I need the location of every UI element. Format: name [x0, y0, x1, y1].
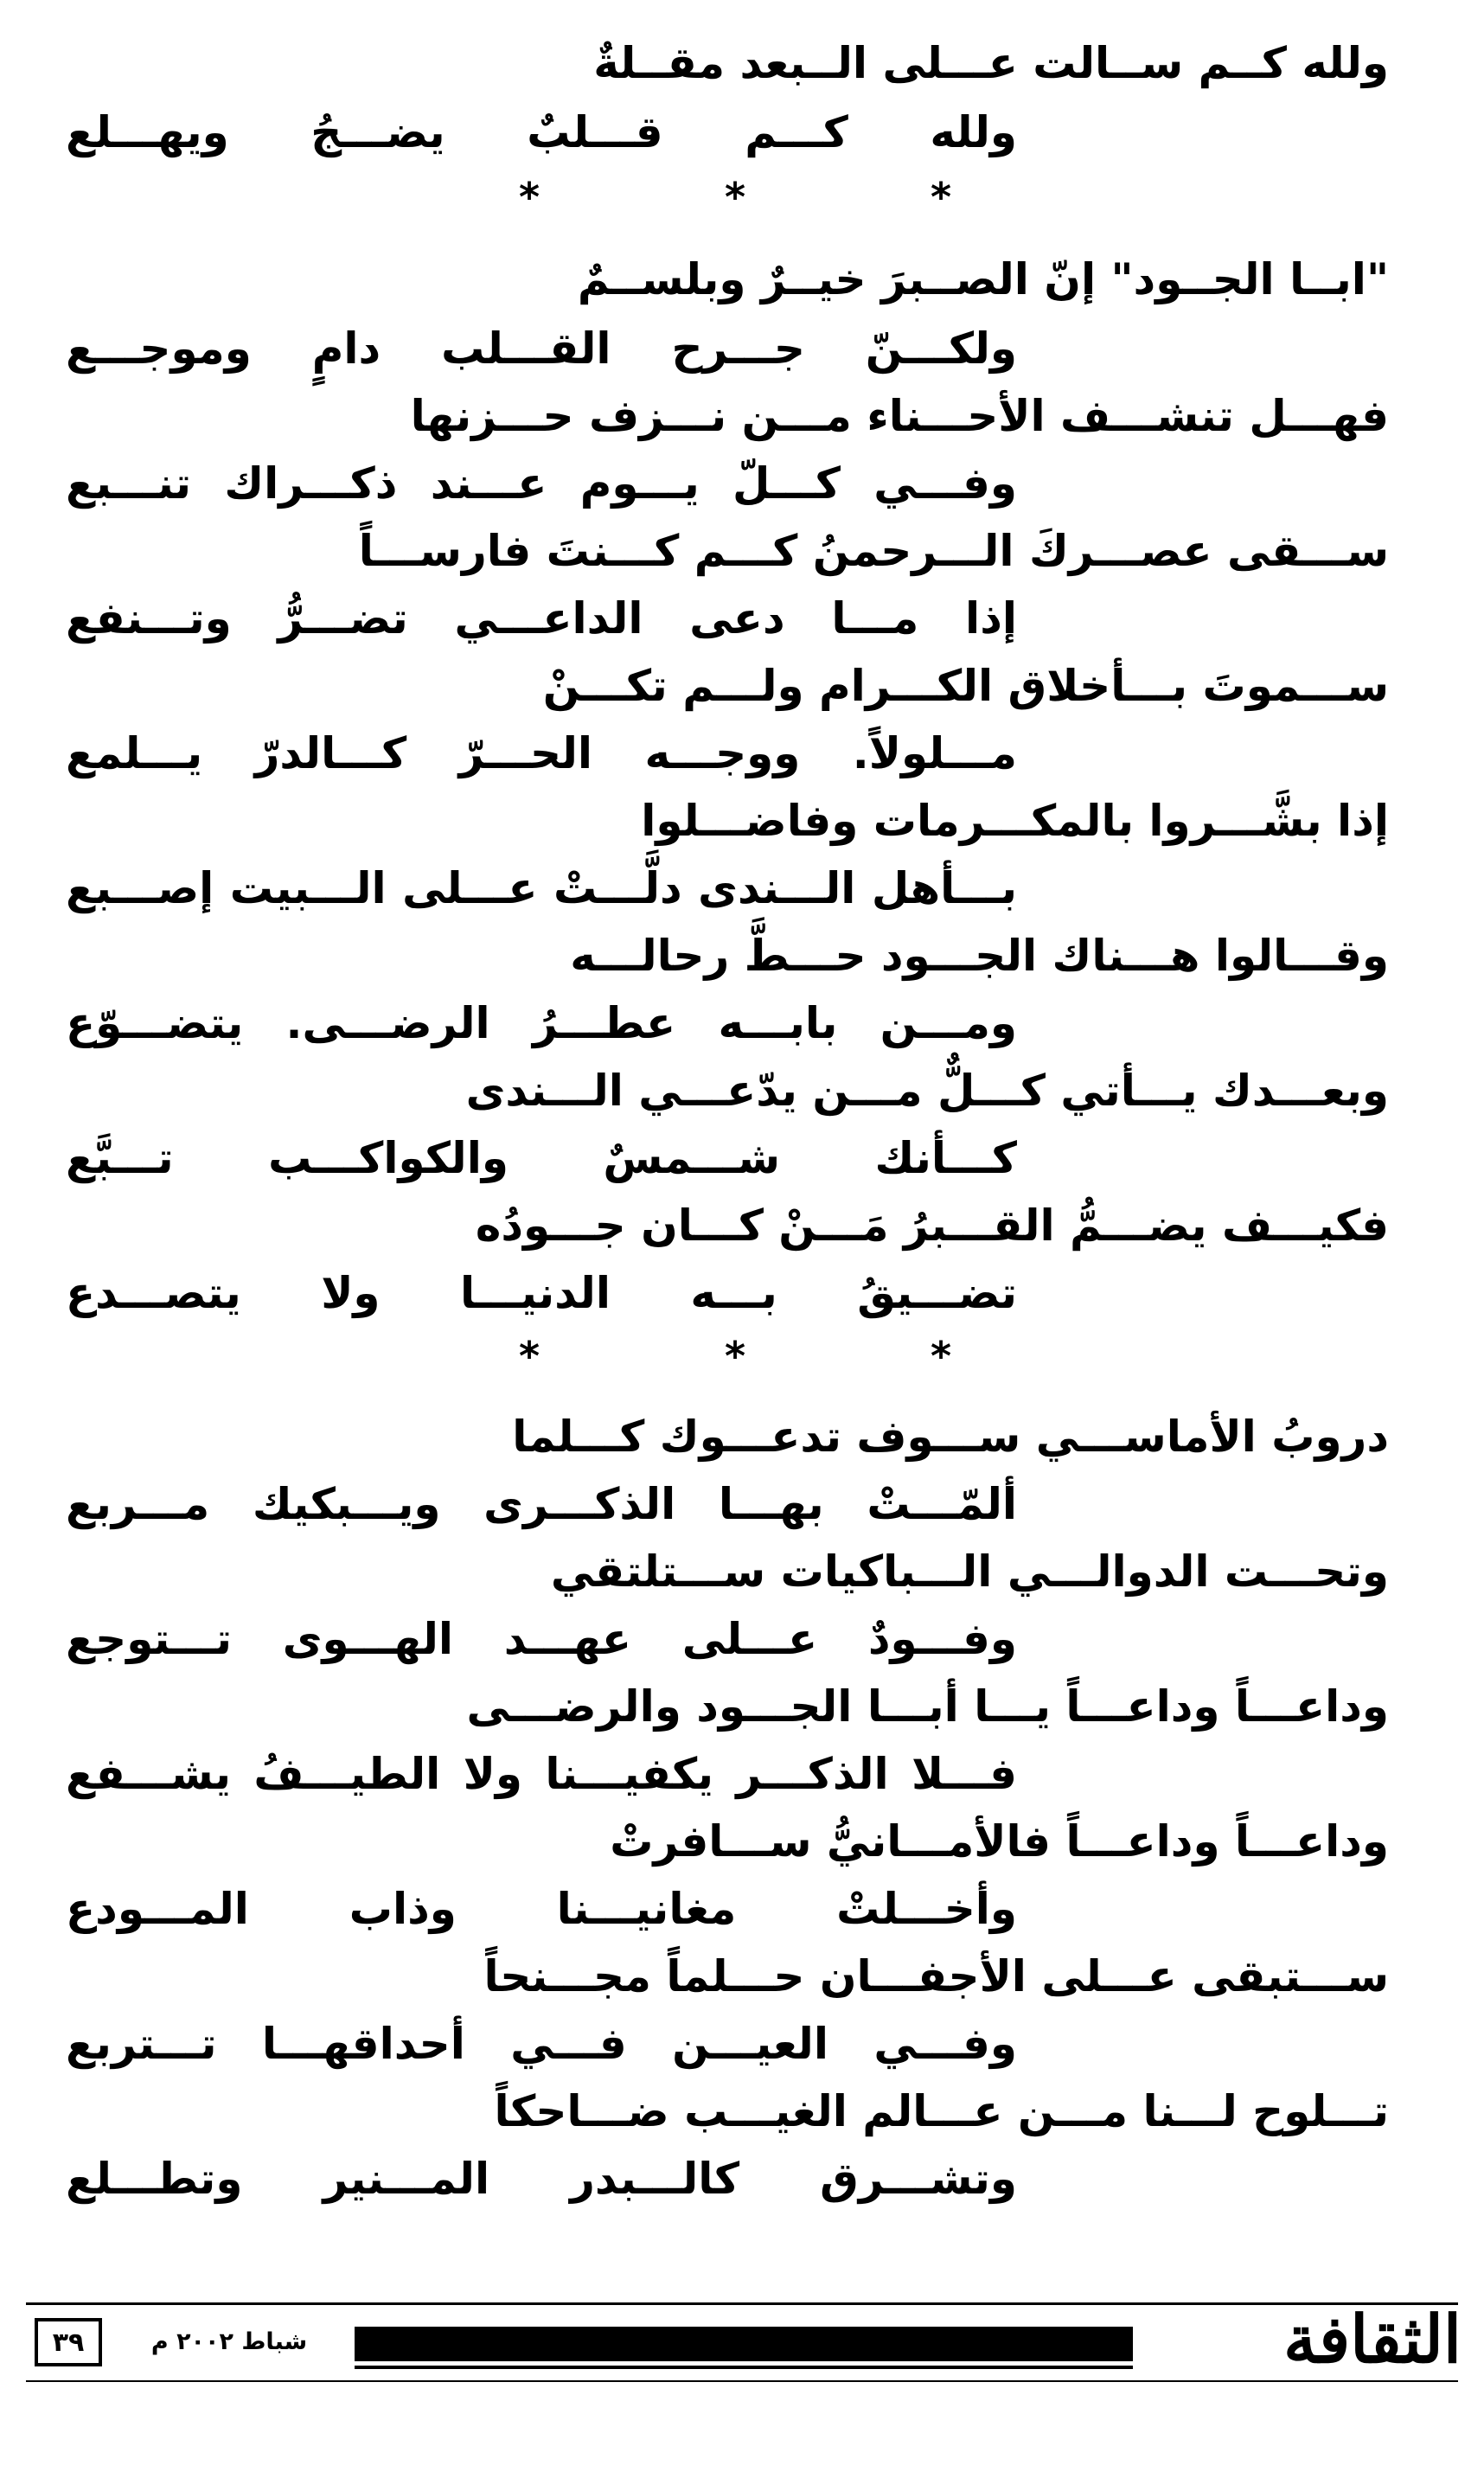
page-number: ٣٩ [35, 2318, 102, 2366]
poem-line-6: وفـــي كـــلّ يـــوم عـــند ذكـــراك تنـــبع [66, 458, 1017, 509]
poem-line-5: فهـــل تنشـــف الأحـــناء مـــن نـــزف حـــزنها [410, 391, 1389, 441]
poem-line-3: "ابــا الجــود" إنّ الصــبرَ خيــرٌ وبلســمٌ [577, 254, 1389, 304]
poem-line-10: مـــلولاً. ووجـــه الحـــرّ كـــالدرّ يـــلمع [66, 728, 1017, 778]
issue-date: شباط ٢٠٠٢ م [150, 2328, 308, 2355]
poem-line-23: وداعـــاً وداعـــاً يـــا أبـــا الجـــود والرضـــى [466, 1681, 1389, 1732]
poem-line-7: ســـقى عصـــركَ الـــرحمنُ كـــم كـــنتَ فارســـاً [358, 526, 1389, 576]
footer-bottom-rule [26, 2380, 1458, 2382]
poem-line-18: تضـــيقُ بـــه الدنيـــا ولا يتصـــدع [66, 1268, 1017, 1318]
separator-star: * [724, 174, 746, 221]
poem-line-24: فـــلا الذكـــر يكفيـــنا ولا الطيـــفُ يشـــفع [66, 1749, 1017, 1799]
separator-star: * [519, 1333, 541, 1380]
separator-star: * [724, 1333, 746, 1380]
poem-line-16: كـــأنك شـــمسٌ والكواكـــب تـــبَّع [66, 1133, 1017, 1183]
poem-line-12: بـــأهل الـــندى دلَّـــتْ عـــلى الـــبيت إصـــبع [66, 863, 1017, 913]
magazine-logo: الثقافة [1283, 2301, 1462, 2378]
poem-line-14: ومـــن بابـــه عطـــرُ الرضـــى. يتضـــوّع [66, 998, 1017, 1048]
poem-line-2: ولله كـــم قـــلبٌ يضـــجُ ويهـــلع [66, 107, 1017, 157]
poem-line-11: إذا بشَّـــروا بالمكـــرمات وفاضـــلوا [641, 796, 1389, 846]
poem-line-9: ســـموتَ بـــأخلاق الكـــرام ولـــم تكـــنْ [542, 661, 1389, 711]
separator-star: * [930, 1333, 951, 1380]
poem-line-28: وفـــي العيـــن فـــي أحداقهـــا تـــتربع [66, 2019, 1017, 2069]
poem-line-26: وأخـــلتْ مغانيـــنا وذاب المـــودع [66, 1884, 1017, 1934]
poem-line-13: وقـــالوا هـــناك الجـــود حـــطَّ رحالـــه [570, 931, 1389, 981]
poem-line-21: وتحـــت الدوالـــي الـــباكيات ســـتلتقي [550, 1546, 1389, 1597]
poem-line-22: وفـــودٌ عـــلى عهـــد الهـــوى تـــتوجع [66, 1614, 1017, 1664]
poem-line-1: ولله كــم ســالت عـــلى الــبعد مقــلةٌ [593, 38, 1389, 88]
poem-line-8: إذا مـــا دعى الداعـــي تضـــرُّ وتـــنفع [66, 593, 1017, 644]
footer-bar [355, 2327, 1133, 2361]
stanza-separator-1 [519, 174, 951, 221]
separator-star: * [930, 174, 951, 221]
poem-line-15: وبعـــدك يـــأتي كـــلٌّ مـــن يدّعـــي الـــندى [465, 1066, 1389, 1116]
separator-star: * [519, 174, 541, 221]
poem-line-19: دروبُ الأماســـي ســـوف تدعـــوك كـــلما [512, 1412, 1389, 1462]
poem-line-4: ولكـــنّ جـــرح القـــلب دامٍ وموجـــع [66, 323, 1017, 374]
poem-line-20: ألمّـــتْ بهـــا الذكـــرى ويـــبكيك مـــربع [66, 1479, 1017, 1529]
poem-line-17: فكيـــف يضـــمُّ القـــبرُ مَـــنْ كـــان جـــودُه [475, 1201, 1389, 1251]
poem-line-30: وتشـــرق كالـــبدر المـــنير وتطـــلع [66, 2154, 1017, 2204]
poem-line-29: تـــلوح لـــنا مـــن عـــالم الغيـــب ضـــاحكاً [494, 2086, 1389, 2136]
stanza-separator-2 [519, 1333, 951, 1380]
poem-line-27: ســـتبقى عـــلى الأجفـــان حـــلماً مجـــنحاً [483, 1951, 1389, 2001]
footer-bar-underline [355, 2366, 1133, 2369]
poem-line-25: وداعـــاً وداعـــاً فالأمـــانيُّ ســـافرتْ [610, 1816, 1389, 1867]
